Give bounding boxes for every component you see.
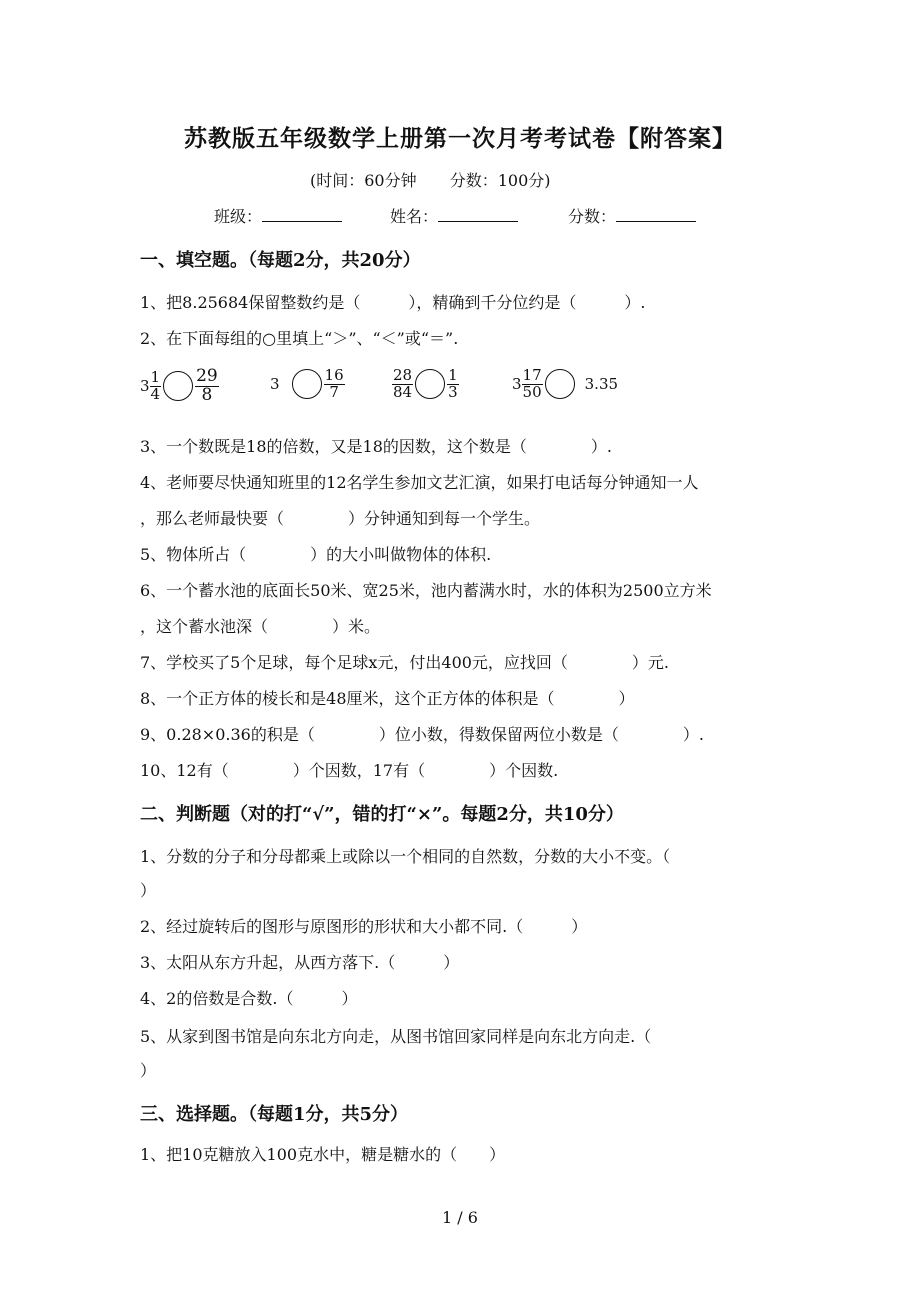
question-1-7: 7、学校买了5个足球，每个足球x元，付出400元，应找回（ ）元. — [140, 653, 670, 672]
fraction: $\frac{16}{7}$ — [324, 366, 344, 401]
compare-circle[interactable] — [545, 369, 575, 399]
fraction: $\frac{1}{3}$ — [448, 366, 458, 401]
compare-group-2 — [270, 368, 345, 401]
question-1-8: 8、一个正方体的棱长和是48厘米，这个正方体的体积是（ ） — [140, 689, 635, 708]
compare-group-4 — [512, 368, 618, 401]
score-label: 分数： — [568, 207, 617, 226]
section2-heading: 二、判断题（对的打“√”，错的打“×”。每题2分，共10分） — [140, 804, 624, 825]
question-1-2: 2、在下面每组的○里填上“＞”、“＜”或“＝”. — [140, 329, 459, 348]
time-label: (时间：60分钟 — [310, 171, 417, 190]
question-1-6-cont: ，这个蓄水池深（ ）米。 — [140, 617, 381, 636]
name-field — [390, 204, 518, 227]
question-1-3: 3、一个数既是18的倍数，又是18的因数，这个数是（ ）. — [140, 437, 612, 456]
question-1-5: 5、物体所占（ ）的大小叫做物体的体积. — [140, 545, 492, 564]
question-2-1: 1、分数的分子和分母都乘上或除以一个相同的自然数，分数的大小不变。（ — [140, 847, 671, 866]
page-number: 1 / 6 — [442, 1208, 478, 1227]
class-blank[interactable] — [262, 207, 342, 222]
question-2-2: 2、经过旋转后的图形与原图形的形状和大小都不同.（ ） — [140, 917, 588, 936]
fraction: $\frac{1}{4}$ — [150, 368, 161, 403]
question-2-5: 5、从家到图书馆是向东北方向走，从图书馆回家同样是向东北方向走.（ — [140, 1027, 652, 1046]
page-title: 苏教版五年级数学上册第一次月考考试卷【附答案】 — [184, 125, 736, 152]
section1-heading: 一、填空题。（每题2分，共20分） — [140, 250, 421, 271]
name-blank[interactable] — [438, 207, 518, 222]
question-3-1: 1、把10克糖放入100克水中，糖是糖水的（ ） — [140, 1145, 506, 1164]
question-1-1: 1、把8.25684保留整数约是（ ），精确到千分位约是（ ）. — [140, 293, 646, 312]
compare-circle[interactable] — [163, 371, 193, 401]
question-1-9: 9、0.28×0.36的积是（ ）位小数，得数保留两位小数是（ ）. — [140, 725, 704, 744]
whole-number: 3 — [270, 375, 280, 394]
compare-group-1 — [140, 368, 219, 405]
fraction: $\frac{17}{50}$ — [522, 366, 542, 401]
compare-group-3 — [392, 368, 459, 401]
question-2-1-cont: ） — [140, 881, 157, 900]
score-blank[interactable] — [616, 207, 696, 222]
question-1-4: 4、老师要尽快通知班里的12名学生参加文艺汇演，如果打电话每分钟通知一人 — [140, 473, 699, 492]
name-label: 姓名： — [390, 207, 439, 226]
class-label: 班级： — [214, 207, 263, 226]
question-2-3: 3、太阳从东方升起，从西方落下.（ ） — [140, 953, 460, 972]
decimal-number: 3.35 — [584, 375, 619, 394]
compare-circle[interactable] — [292, 369, 322, 399]
total-score-label: 分数：100分) — [449, 171, 551, 190]
question-2-4: 4、2的倍数是合数.（ ） — [140, 989, 358, 1008]
question-2-5-cont: ） — [140, 1061, 157, 1080]
mixed-whole: 3 — [512, 375, 522, 394]
question-1-4-cont: ，那么老师最快要（ ）分钟通知到每一个学生。 — [140, 509, 541, 528]
exam-meta — [310, 168, 579, 191]
question-1-6: 6、一个蓄水池的底面长50米、宽25米，池内蓄满水时，水的体积为2500立方米 — [140, 581, 712, 600]
question-1-10: 10、12有（ ）个因数，17有（ ）个因数. — [140, 761, 559, 780]
fraction: $\frac{28}{84}$ — [393, 366, 413, 401]
fraction: $\frac{29}{8}$ — [196, 366, 218, 405]
score-field — [568, 204, 696, 227]
compare-circle[interactable] — [415, 369, 445, 399]
section3-heading: 三、选择题。（每题1分，共5分） — [140, 1104, 409, 1125]
class-field — [214, 204, 342, 227]
mixed-whole: 3 — [140, 377, 150, 396]
